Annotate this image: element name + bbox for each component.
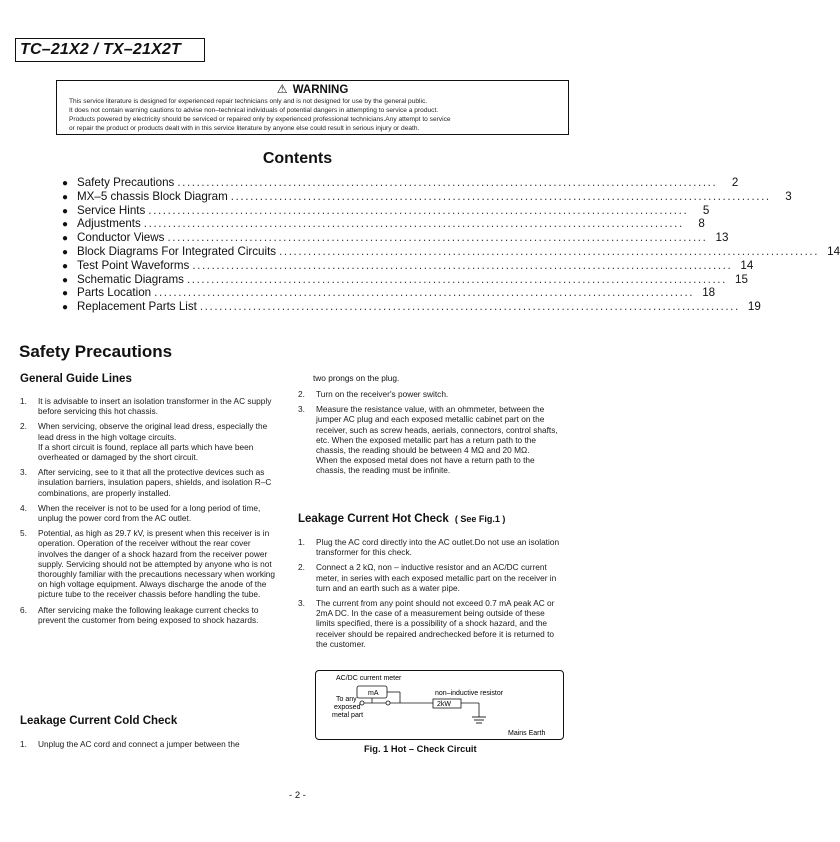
general-list [20,396,282,630]
bullet-icon: ● [62,260,69,272]
toc-label: Service Hints [77,203,146,217]
toc-leader: ................................................................................................................ [192,258,733,272]
bullet-icon: ● [62,302,69,314]
hot-check-title: Leakage Current Hot Check [298,513,449,525]
hot-check-circuit-figure [315,670,564,740]
list-item [20,739,290,749]
list-item [298,562,560,593]
bullet-icon: ● [62,205,69,217]
item-text: After servicing, see to it that all the protective devices such as insulation barriers, insulation papers, shields, and isolation R–C combinations, are properly installed. [38,467,272,498]
toc-label: Adjustments [77,217,141,231]
model-title-text: TC–21X2 / TX–21X2T [20,41,182,58]
item-text: Plug the AC cord directly into the AC outlet.Do not use an isolation transformer for this check. [316,537,560,558]
cold-continued-text: two prongs on the plug. [313,373,400,383]
item-number: 4. [20,502,27,513]
warning-text [69,97,562,133]
list-item [298,537,560,557]
bullet-icon: ● [62,219,69,231]
exposed-part-label: To any [336,696,357,703]
bullet-icon: ● [62,288,69,300]
bullet-icon: ● [62,274,69,286]
toc-leader: ................................................................................................................ [167,231,708,245]
list-item [298,598,560,649]
toc-label: Schematic Diagrams [77,272,184,286]
warning-triangle-icon: ⚠ [276,82,288,96]
hot-check-heading [298,513,505,525]
item-number: 2. [20,421,27,432]
toc-leader: ................................................................................................................ [279,244,820,258]
item-number: 2. [298,562,305,573]
list-item [20,605,282,625]
warning-title: WARNING [292,84,349,96]
table-of-contents [62,176,840,314]
warning-line: It does not contain warning cautions to advise non–technical individuals of potential dangers in attempting to service a product. [69,107,439,114]
terminal-icon [360,701,364,705]
toc-item[interactable] [62,258,754,273]
exposed-part-label: exposed [334,704,361,711]
toc-page: 8 [698,217,705,231]
toc-item[interactable] [62,176,739,190]
toc-page: 5 [702,203,710,217]
toc-item[interactable] [62,189,792,204]
toc-label: Block Diagrams For Integrated Circuits [77,244,277,258]
figure-caption: Fig. 1 Hot – Check Circuit [364,744,477,754]
toc-page: 3 [785,189,792,203]
item-text: It is advisable to insert an isolation transformer in the AC supply before servicing this hot chassis. [38,396,272,417]
toc-item[interactable] [62,286,716,300]
toc-label: Conductor Views [77,231,165,245]
toc-item[interactable] [62,244,840,259]
list-item [298,404,560,475]
toc-label: Safety Precautions [77,176,175,189]
exposed-part-label: metal part [332,712,364,719]
item-text: After servicing make the following leakage current checks to prevent the customer from being exposed to shock hazards. [38,604,259,625]
toc-label: MX–5 chassis Block Diagram [77,189,228,203]
item-text: When servicing, observe the original lead dress, especially the lead dress in the high voltage circuits. [38,421,268,442]
list-item [20,503,282,523]
item-text: Unplug the AC cord and connect a jumper between the [38,739,240,749]
item-number: 2. [298,389,305,399]
cold-list [20,739,290,754]
warning-line: or repair the product or products dealt with in this service literature by anyone else could result in serious injury or death. [69,125,420,132]
toc-page: 14 [827,244,840,258]
toc-page: 19 [747,300,761,314]
warning-heading [57,82,568,96]
contents-title: Contents [262,150,333,167]
toc-leader: ................................................................................................................ [199,300,740,314]
list-item [20,421,282,462]
item-text: The current from any point should not exceed 0.7 mA peak AC or 2mA DC. In the case of a measurement being outside of these limits specified, there is a possibility of a shock hazard, and the receiver should be repaired andrechecked before it is returned to the customer. [316,598,555,649]
resistor-value: 2kW [437,701,451,708]
toc-page: 15 [735,272,748,286]
bullet-icon: ● [62,246,69,258]
toc-label: Replacement Parts List [77,300,197,314]
earth-label: Mains Earth [508,730,546,737]
item-text: Connect a 2 kΩ, non – inductive resistor and an AC/DC current meter, in series with each exposed metallic part on the receiver in turn and an earth such as a water pipe. [316,562,557,593]
warning-box [56,80,569,135]
item-number: 1. [20,739,27,749]
toc-label: Parts Location [77,286,152,300]
toc-item[interactable] [62,217,705,231]
resistor-label: non–inductive resistor [435,690,504,697]
list-item [20,528,282,599]
item-text: Measure the resistance value, with an ohmmeter, between the jumper AC plug and each exposed metallic cabinet part on the receiver, such as screw heads, aerials, connectors, control shafts, etc. When the exposed metallic part has a return path to the chassis, the reading should be between 4 MΩ and 20 MΩ. [316,404,558,456]
toc-leader: ................................................................................................................ [230,189,771,203]
item-number: 3. [298,404,305,415]
item-number: 1. [298,537,305,547]
meter-label: AC/DC current meter [336,675,402,682]
warning-line: This service literature is designed for experienced repair technicians only and is not designed for use by the general public. [69,98,428,105]
item-text: When the receiver is not to be used for a long period of time, unplug the power cord from the AC outlet. [38,502,261,524]
toc-leader: ................................................................................................................ [186,272,727,286]
toc-page: 13 [715,231,729,245]
toc-item[interactable] [62,272,748,287]
item-number: 1. [20,396,27,406]
item-number: 6. [20,604,27,615]
item-text: Potential, as high as 29.7 kV, is present when this receiver is in operation. Operation of the receiver without the rear cover involves the danger of a shock hazard from the receiver power supply. Servicing should not be attempted by anyone who is not thoroughly familiar with the precautions necessary when working on high voltage equipment. Always discharge the anode of the picture tube to the receiver chassis before handling the tube. [38,528,276,600]
warning-line: Products powered by electricity should be serviced or repaired only by experienced professional technicians.Any attempt to service [69,116,451,123]
cold-list-continued [298,389,560,481]
meter-unit: mA [368,690,379,697]
toc-page: 18 [702,286,716,300]
fig-reference: ( See Fig.1 ) [454,514,506,524]
bullet-icon: ● [62,191,69,203]
terminal-icon [386,701,390,705]
list-item [298,389,560,399]
section-title: Safety Precautions [19,342,173,361]
cold-check-heading: Leakage Current Cold Check [20,715,178,727]
toc-label: Test Point Waveforms [77,258,190,272]
bullet-icon: ● [62,233,69,245]
page-number: - 2 - [289,790,306,801]
toc-item[interactable] [62,300,761,314]
list-item [20,467,282,498]
toc-page: 2 [731,176,739,189]
item-text-extra: When the exposed metal does not have a return path to the chassis, the reading must be infinite. [316,455,535,476]
toc-item[interactable] [62,231,729,245]
item-number: 5. [20,528,27,539]
toc-leader: ................................................................................................................ [177,176,718,189]
toc-leader: ................................................................................................................ [143,217,684,231]
item-number: 3. [20,467,27,478]
model-title [15,38,205,62]
toc-item[interactable] [62,203,710,218]
hot-list [298,537,560,654]
toc-leader: ................................................................................................................ [154,286,695,300]
circuit-diagram [316,671,563,739]
item-number: 3. [298,598,305,609]
item-text: Turn on the receiver's power switch. [316,389,449,399]
bullet-icon: ● [62,178,69,189]
list-item [20,396,282,416]
item-text-extra: If a short circuit is found, replace all parts which have been overheated or damaged by the short circuit. [38,441,254,463]
toc-leader: ................................................................................................................ [148,203,689,217]
toc-page: 14 [740,258,754,272]
general-heading: General Guide Lines [20,373,132,385]
